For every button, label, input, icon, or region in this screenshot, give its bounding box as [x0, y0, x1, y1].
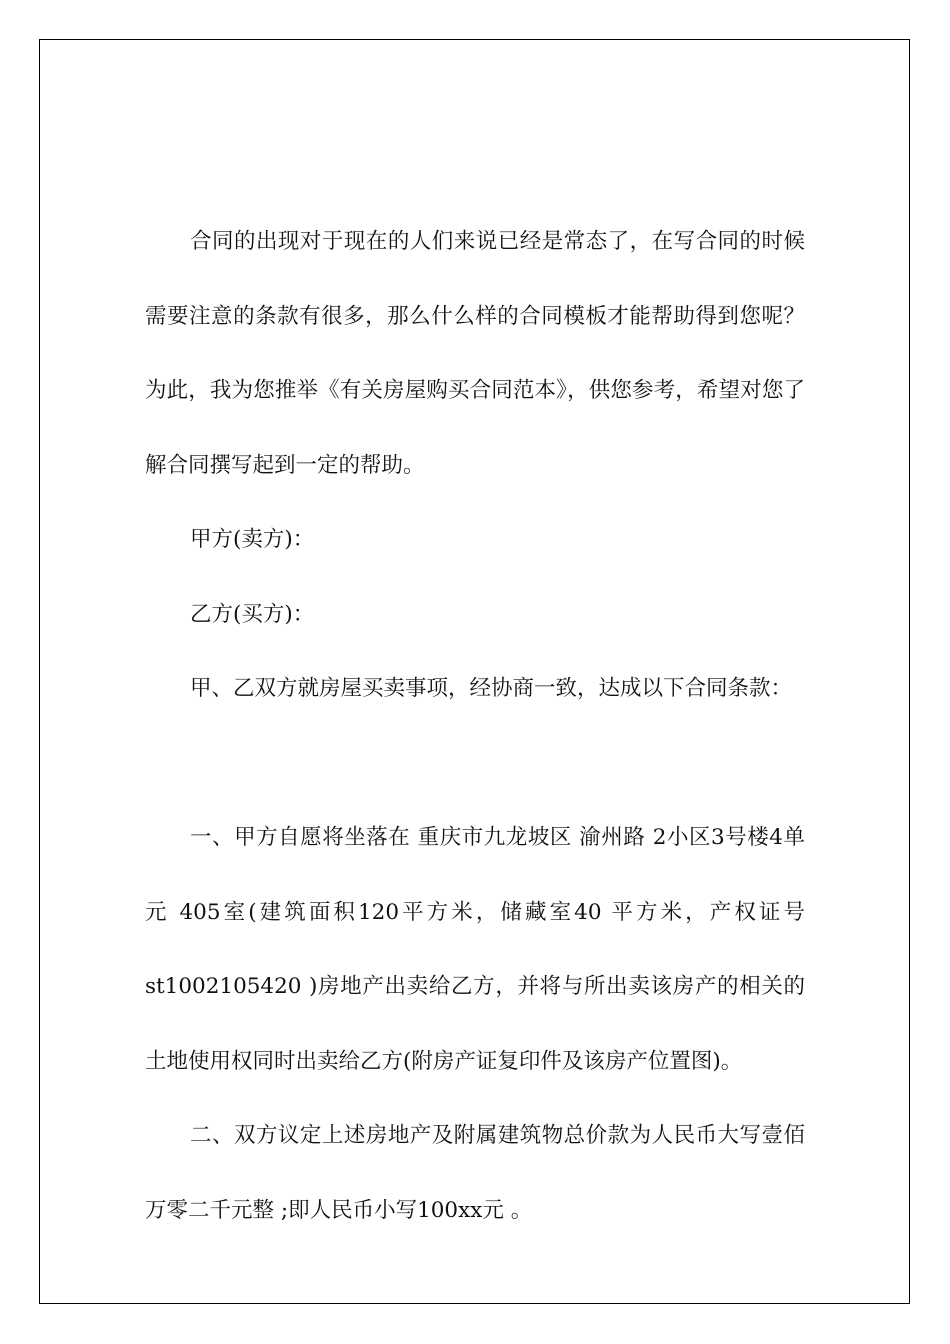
intro-paragraph: 合同的出现对于现在的人们来说已经是常态了，在写合同的时候需要注意的条款有很多，那么什么样的合同模板才能帮助得到您呢？为此，我为您推举《有关房屋购买合同范本》，供您参考，希望对您了解合同撰写起到一定的帮助。: [145, 229, 805, 478]
party-a-line: 甲方(卖方)：: [190, 527, 315, 552]
clause-1-paragraph: 一、甲方自愿将坐落在 重庆市九龙坡区 渝州路 2小区3号楼4单元 405室(建筑面积120平方米，储藏室40 平方米，产权证号 st1002105420 )房地产出卖给乙方，并将与所出卖该房产的相关的土地使用权同时出卖给乙方(附房产证复印件及该房产位置图)。: [145, 825, 805, 1074]
agreement-statement: 甲、乙双方就房屋买卖事项，经协商一致，达成以下合同条款：: [190, 676, 793, 701]
blank-line: [145, 727, 805, 802]
party-b-line: 乙方(买方)：: [190, 601, 315, 627]
document-body: [145, 205, 805, 1248]
clause-2-paragraph: 二、双方议定上述房地产及附属建筑物总价款为人民币大写壹佰万零二千元整 ;即人民币小写100xx元 。: [145, 1123, 805, 1223]
